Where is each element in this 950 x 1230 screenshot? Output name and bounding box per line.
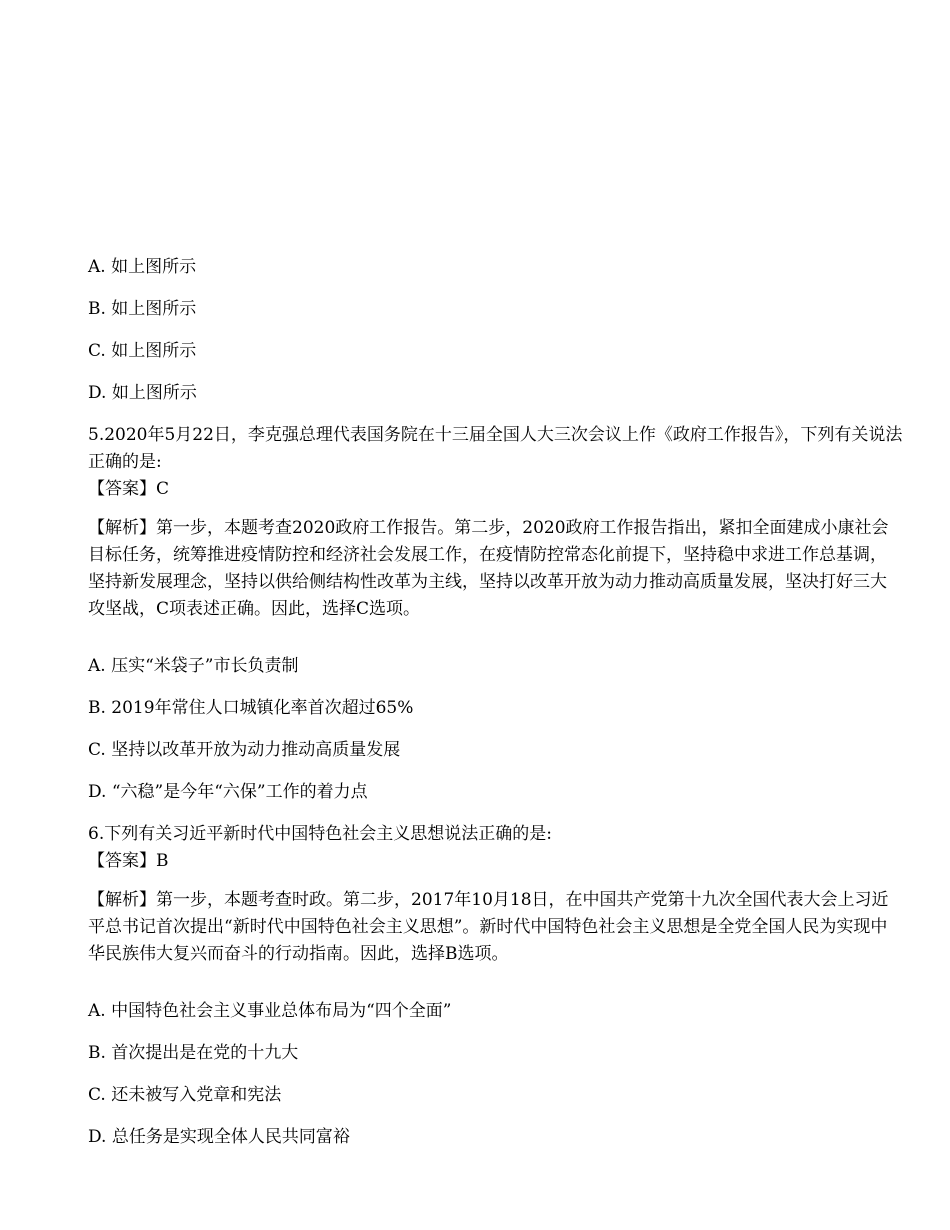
- question-6-explanation: 【解析】第一步，本题考查时政。第二步，2017年10月18日，在中国共产党第十九次全国代表大会上习近平总书记首次提出“新时代中国特色社会主义思想”。新时代中国特色社会主义思想是全党全国人民为实现中华民族伟大复兴而奋斗的行动指南。因此，选择B选项。: [88, 890, 889, 964]
- question-5-option-c: C. 坚持以改革开放为动力推动高质量发展: [88, 740, 401, 760]
- question-6: [88, 821, 903, 1151]
- option-b: B. 如上图所示: [88, 299, 197, 319]
- question-5-text: 5.2020年5月22日，李克强总理代表国务院在十三届全国人大三次会议上作《政府工作报告》，下列有关说法正确的是:: [88, 425, 903, 472]
- document-content: [88, 254, 903, 1166]
- question-6-option-a: A. 中国特色社会主义事业总体布局为“四个全面”: [88, 1001, 452, 1021]
- question-6-option-d: D. 总任务是实现全体人民共同富裕: [88, 1127, 350, 1147]
- question-5-option-a: A. 压实“米袋子”市长负责制: [88, 656, 299, 676]
- question-6-option-c: C. 还未被写入党章和宪法: [88, 1085, 282, 1105]
- question-4-options: [88, 254, 903, 407]
- option-c: C. 如上图所示: [88, 341, 197, 361]
- question-6-answer: 【答案】B: [88, 851, 169, 871]
- question-5-answer: 【答案】C: [88, 479, 170, 499]
- question-5-option-d: D. “六稳”是今年“六保”工作的着力点: [88, 782, 368, 802]
- question-6-option-b: B. 首次提出是在党的十九大: [88, 1043, 299, 1063]
- option-d: D. 如上图所示: [88, 383, 197, 403]
- question-5-option-b: B. 2019年常住人口城镇化率首次超过65%: [88, 698, 414, 718]
- question-6-text: 6.下列有关习近平新时代中国特色社会主义思想说法正确的是:: [88, 824, 552, 844]
- question-5: [88, 422, 903, 806]
- question-5-explanation: 【解析】第一步，本题考查2020政府工作报告。第二步，2020政府工作报告指出，紧扣全面建成小康社会目标任务，统筹推进疫情防控和经济社会发展工作，在疫情防控常态化前提下，坚持稳中求进工作总基调，坚持新发展理念，坚持以供给侧结构性改革为主线，坚持以改革开放为动力推动高质量发展，坚决打好三大攻坚战，C项表述正确。因此，选择C选项。: [88, 518, 889, 619]
- option-a: A. 如上图所示: [88, 257, 197, 277]
